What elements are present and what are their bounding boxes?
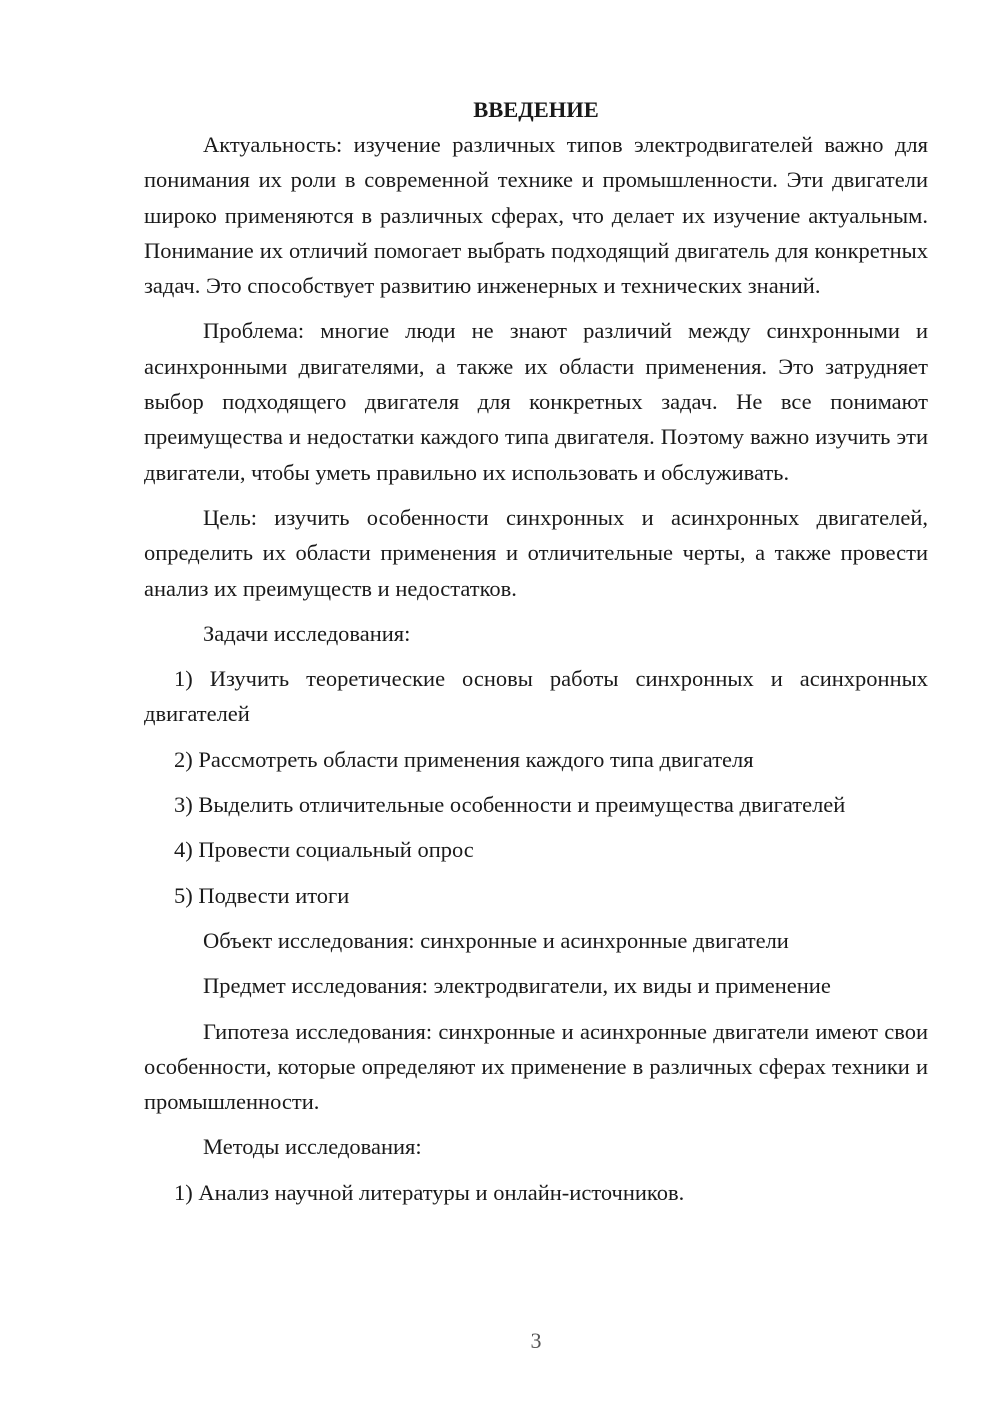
paragraph-object: Объект исследования: синхронные и асинхронные двигатели (203, 927, 789, 953)
document-page (144, 92, 928, 1220)
paragraph-problem: Проблема: многие люди не знают различий между синхронными и асинхронными двигателями, а также их области применения. Это затрудняет выбор подходящего двигателя для конкретных задач. Не все понимают преимущества и недостатки каждого типа двигателя. Поэтому важно изучить эти двигатели, чтобы уметь правильно их использовать и обслуживать. (144, 318, 928, 485)
paragraph-goal: Цель: изучить особенности синхронных и асинхронных двигателей, определить их области применения и отличительные черты, а также провести анализ их преимуществ и недостатков. (144, 504, 928, 601)
list-item: 4) Провести социальный опрос (174, 837, 474, 863)
list-item: 3) Выделить отличительные особенности и преимущества двигателей (174, 792, 846, 818)
tasks-list (144, 661, 928, 913)
page-title: ВВЕДЕНИЕ (473, 97, 599, 122)
paragraph-relevance: Актуальность: изучение различных типов электродвигателей важно для понимания их роли в современной технике и промышленности. Эти двигатели широко применяются в различных сферах, что делает их изучение актуальным. Понимание их отличий помогает выбрать подходящий двигатель для конкретных задач. Это способствует развитию инженерных и технических знаний. (144, 132, 928, 299)
tasks-heading: Задачи исследования: (203, 620, 411, 646)
page-number: 3 (530, 1328, 542, 1353)
paragraph-subject: Предмет исследования: электродвигатели, их виды и применение (203, 973, 831, 999)
methods-heading: Методы исследования: (203, 1134, 422, 1160)
list-item: 5) Подвести итоги (174, 882, 350, 908)
list-item: 1) Изучить теоретические основы работы синхронных и асинхронных двигателей (144, 666, 928, 727)
list-item: 2) Рассмотреть области применения каждого типа двигателя (174, 746, 754, 772)
list-item: 1) Анализ научной литературы и онлайн-источников. (174, 1179, 685, 1205)
paragraph-hypothesis: Гипотеза исследования: синхронные и асинхронные двигатели имеют свои особенности, которые определяют их применение в различных сферах техники и промышленности. (144, 1018, 928, 1115)
methods-list (144, 1175, 928, 1210)
